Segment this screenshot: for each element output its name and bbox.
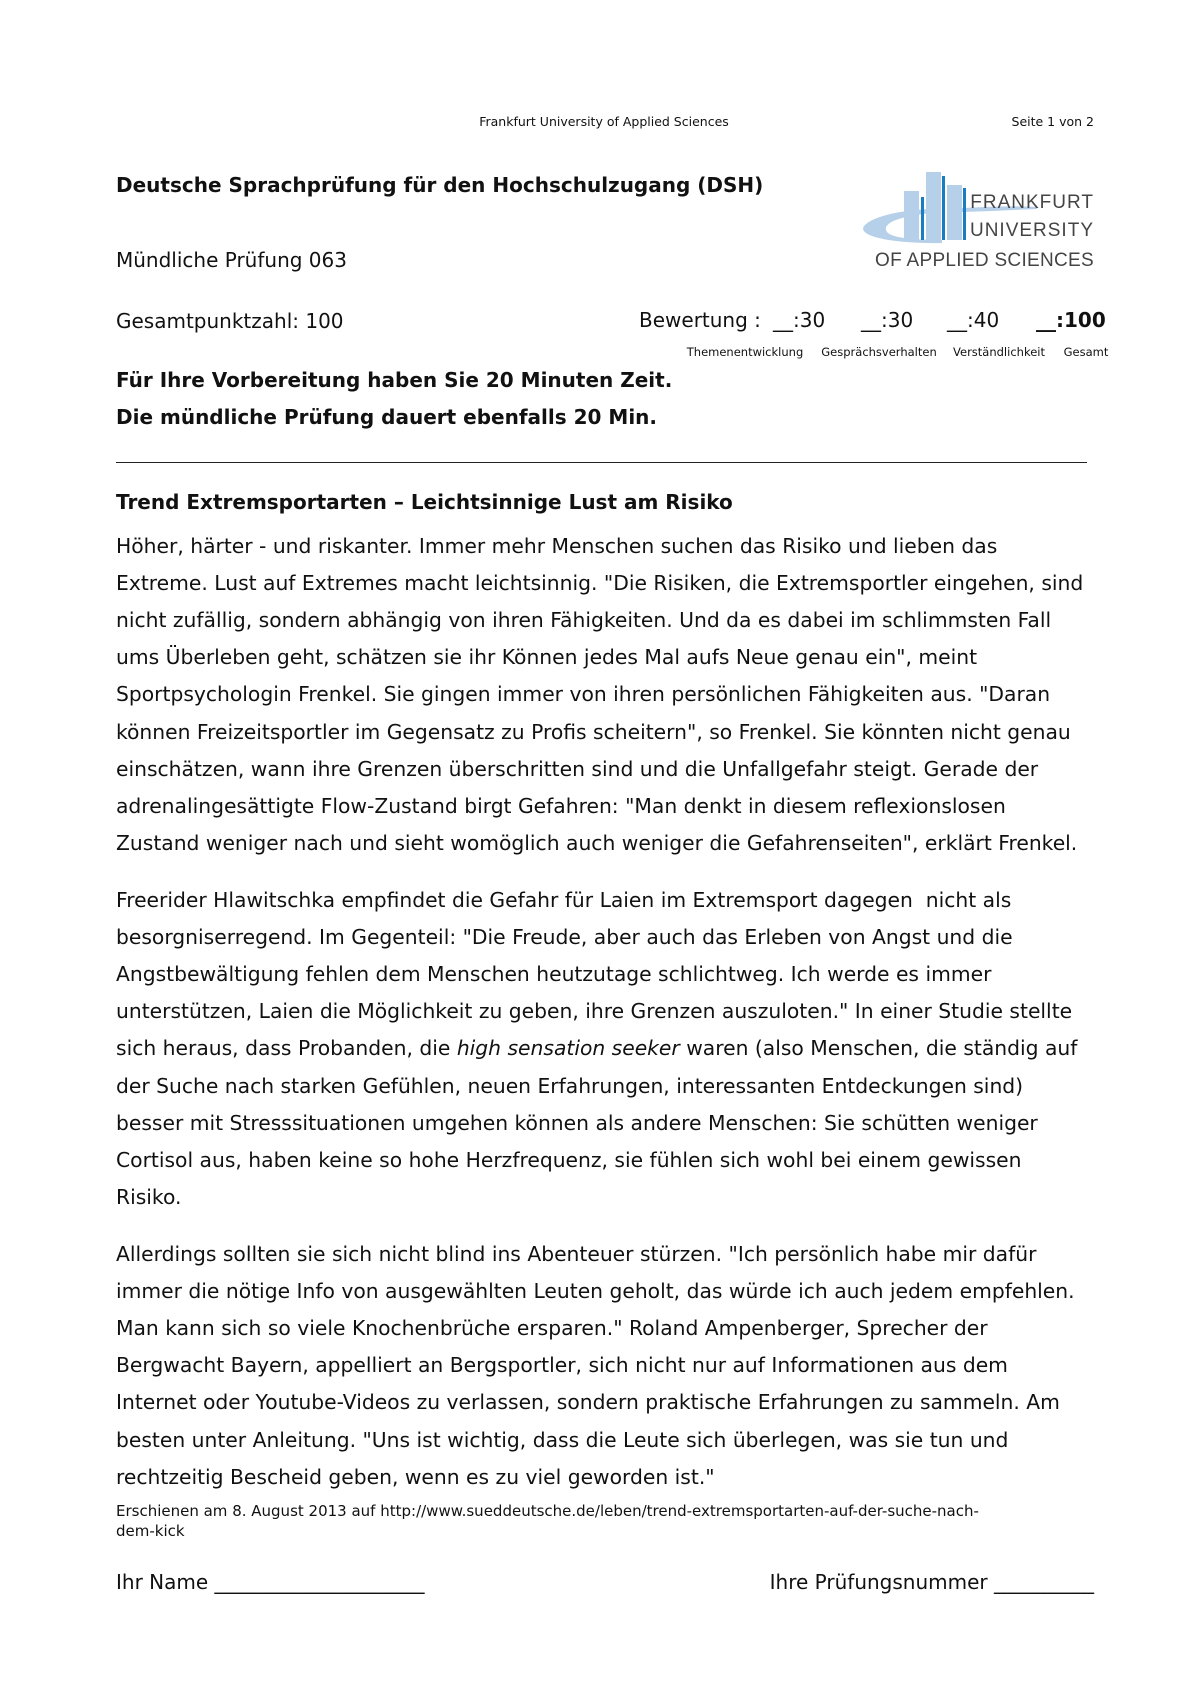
score-label-total: Gesamt: [1063, 345, 1109, 359]
total-points: Gesamtpunktzahl: 100: [116, 309, 344, 333]
score-comprehensibility: __:40: [947, 308, 1000, 332]
score-label-comprehensibility: Verständlichkeit: [953, 345, 1045, 359]
article-line: Man kann sich so viele Knochenbrüche ersparen." Roland Ampenberger, Sprecher der: [116, 1316, 988, 1341]
score-label-conversation: Gesprächsverhalten: [821, 345, 937, 359]
article-line: der Suche nach starken Gefühlen, neuen Erfahrungen, interessanten Entdeckungen sind): [116, 1073, 1024, 1098]
exam-subtitle: Mündliche Prüfung 063: [116, 248, 347, 272]
exam-title: Deutsche Sprachprüfung für den Hochschulzugang (DSH): [116, 173, 764, 197]
score-topic: __:30: [773, 308, 826, 332]
article-line: Bergwacht Bayern, appelliert an Bergsportler, sich nicht nur auf Informationen aus dem: [116, 1353, 1008, 1378]
header-institution: Frankfurt University of Applied Sciences: [479, 114, 729, 129]
article-line: besorgniserregend. Im Gegenteil: "Die Freude, aber auch das Erleben von Angst und die: [116, 925, 1013, 950]
duration-note: Die mündliche Prüfung dauert ebenfalls 20 Min.: [116, 405, 658, 429]
line-segment: sich heraus, dass Probanden, die: [116, 1036, 457, 1061]
rating-label: Bewertung :: [639, 308, 761, 332]
article-line: [116, 1036, 1077, 1060]
logo-line-1: FRANKFURT: [970, 192, 1094, 213]
article-line: Zustand weniger nach und sieht womöglich auch weniger die Gefahrenseiten", erklärt Frenkel.: [116, 830, 1078, 855]
prep-note: Für Ihre Vorbereitung haben Sie 20 Minuten Zeit.: [116, 368, 673, 392]
article-line: Freerider Hlawitschka empfindet die Gefahr für Laien im Extremsport dagegen nicht als: [116, 888, 1012, 912]
article-line: Allerdings sollten sie sich nicht blind ins Abenteuer stürzen. "Ich persönlich habe mir dafür: [116, 1242, 1037, 1266]
article-line: nicht zufällig, sondern abhängig von ihren Fähigkeiten. Und da es dabei im schlimmsten Fall: [116, 608, 1052, 633]
article-line: Extreme. Lust auf Extremes macht leichtsinnig. "Die Risiken, die Extremsportler eingehen, sind: [116, 571, 1084, 596]
article-line: ums Überleben geht, schätzen sie ihr Können jedes Mal aufs Neue genau ein", meint: [116, 645, 978, 670]
article-line: Sportpsychologin Frenkel. Sie gingen immer von ihren persönlichen Fähigkeiten aus. "Daran: [116, 682, 1051, 707]
page-indicator: Seite 1 von 2: [1011, 114, 1094, 129]
italic-term: high sensation seeker: [456, 1036, 680, 1061]
article-line: Risiko.: [116, 1184, 182, 1209]
logo-line-3: OF APPLIED SCIENCES: [875, 250, 1094, 271]
score-total: __:100: [1036, 308, 1106, 332]
source-line-1: Erschienen am 8. August 2013 auf http://www.sueddeutsche.de/leben/trend-extremsportarten-auf-der-suche-nach-: [116, 1502, 979, 1520]
exam-number-field[interactable]: Ihre Prüfungsnummer __________: [769, 1570, 1094, 1594]
article-line: adrenalingesättigte Flow-Zustand birgt Gefahren: "Man denkt in diesem reflexionslosen: [116, 793, 1006, 818]
article-line: unterstützen, Laien die Möglichkeit zu geben, ihre Grenzen auszuloten." In einer Studie stellte: [116, 999, 1073, 1024]
article-line: können Freizeitsportler im Gegensatz zu Profis scheitern", so Frenkel. Sie könnten nicht genau: [116, 719, 1071, 744]
score-label-topic: Themenentwicklung: [686, 345, 804, 359]
article-line: besser mit Stresssituationen umgehen können als andere Menschen: Sie schütten weniger: [116, 1110, 1038, 1135]
article-line: einschätzen, wann ihre Grenzen überschritten sind und die Unfallgefahr steigt. Gerade der: [116, 756, 1039, 781]
article-line: besten unter Anleitung. "Uns ist wichtig, dass die Leute sich überlegen, was sie tun und: [116, 1427, 1009, 1452]
article-line: Angstbewältigung fehlen dem Menschen heutzutage schlichtweg. Ich werde es immer: [116, 962, 992, 987]
article-title: Trend Extremsportarten – Leichtsinnige Lust am Risiko: [116, 490, 733, 514]
source-line-2: dem-kick: [116, 1522, 185, 1540]
line-segment: waren (also Menschen, die ständig auf: [679, 1036, 1078, 1061]
article-line: immer die nötige Info von ausgewählten Leuten geholt, das würde ich auch jedem empfehlen.: [116, 1279, 1075, 1304]
article-line: Internet oder Youtube-Videos zu verlassen, sondern praktische Erfahrungen zu sammeln. Am: [116, 1390, 1060, 1415]
article-line: rechtzeitig Bescheid geben, wenn es zu viel geworden ist.": [116, 1464, 715, 1489]
article-line: Höher, härter - und riskanter. Immer mehr Menschen suchen das Risiko und lieben das: [116, 534, 998, 558]
score-conversation: __:30: [861, 308, 914, 332]
divider: [116, 462, 1087, 463]
logo-line-2: UNIVERSITY: [969, 220, 1094, 241]
name-field[interactable]: Ihr Name _____________________: [116, 1570, 425, 1594]
article-line: Cortisol aus, haben keine so hohe Herzfrequenz, sie fühlen sich wohl bei einem gewissen: [116, 1147, 1022, 1172]
